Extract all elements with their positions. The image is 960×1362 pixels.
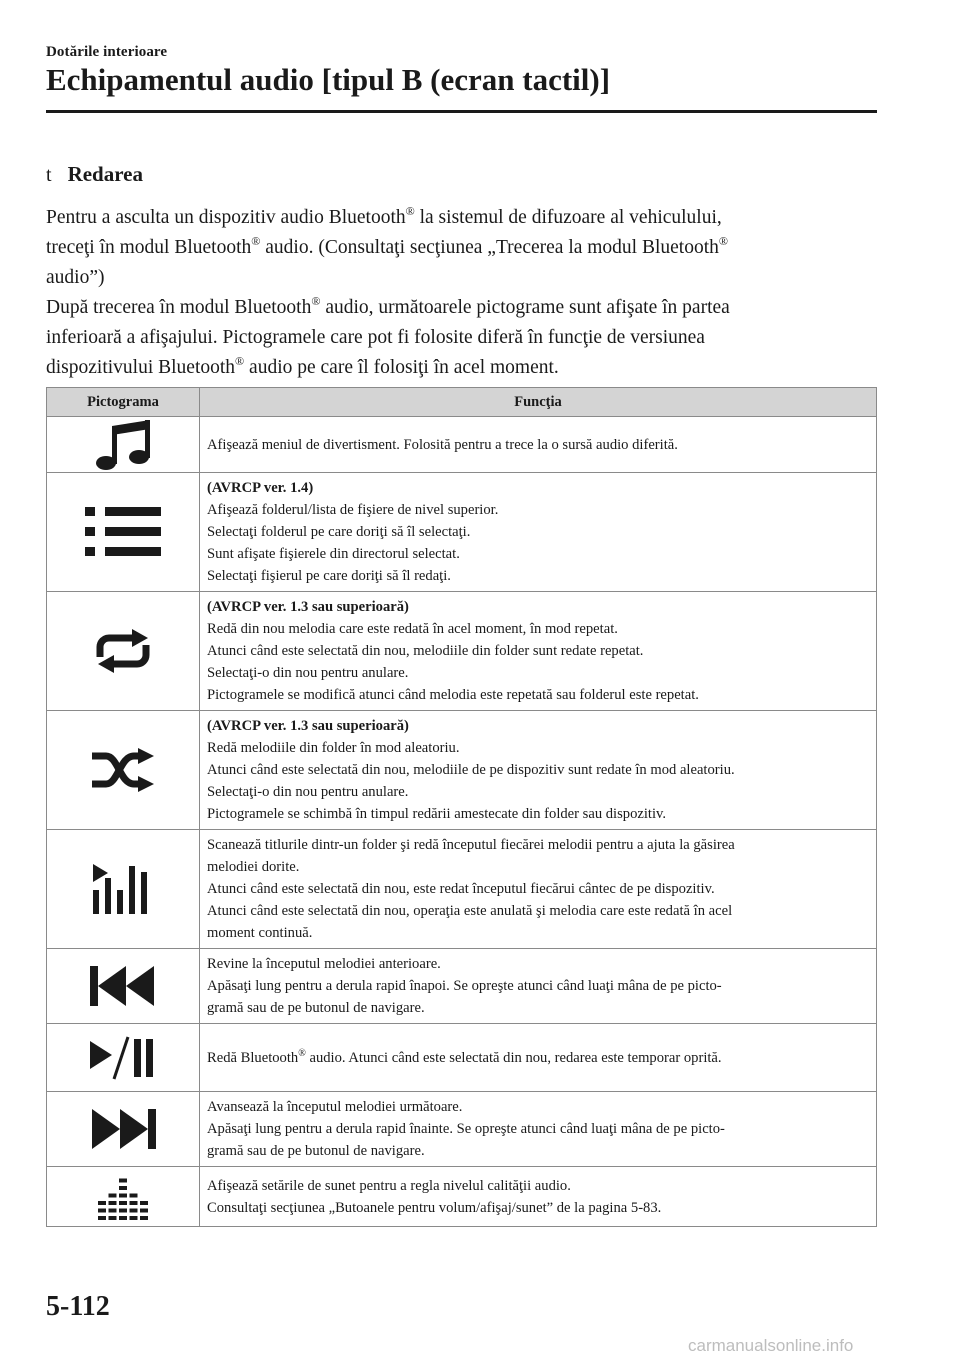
intro-paragraph-1: Pentru a asculta un dispozitiv audio Bluetooth® la sistemul de difuzoare al vehiculului, treceţi în modul Bluetooth® audio. (Consultaţi secţiunea „Trecerea la modul Bluetooth® audio”) xyxy=(46,204,729,288)
table-row xyxy=(47,592,877,711)
section-label: Dotările interioare xyxy=(46,44,168,60)
function-cell: Scanează titlurile dintr-un folder şi redă începutul fiecărei melodii pentru a ajuta la găsirea melodiei dorite. Atunci când este selectată din nou, este redat începutul fiecărui cântec de pe dispozitiv. Atunci când este selectată din nou, operaţia este anulată şi melodia care este redată în acel moment continuă. xyxy=(200,830,877,949)
table-row xyxy=(47,1167,877,1227)
table-row xyxy=(47,830,877,949)
icon-cell xyxy=(47,1167,200,1227)
table-row xyxy=(47,473,877,592)
column-header-icon: Pictograma xyxy=(47,388,200,417)
scan-icon xyxy=(93,880,153,897)
icon-cell xyxy=(47,1024,200,1092)
function-cell: (AVRCP ver. 1.3 sau superioară) Redă melodiile din folder în mod aleatoriu. Atunci când este selectată din nou, melodiile de pe dispozitiv sunt redate în mod aleatoriu. Selectaţi-o din nou pentru anulare. Pictogramele se schimbă în timpul redării amestecate din folder sau dispozitiv. xyxy=(200,711,877,830)
play-pause-icon xyxy=(90,1048,156,1065)
icon-cell xyxy=(47,949,200,1024)
table-row xyxy=(47,711,877,830)
icon-cell xyxy=(47,711,200,830)
previous-track-icon xyxy=(90,977,156,994)
repeat-icon xyxy=(90,642,156,659)
icon-cell xyxy=(47,417,200,473)
intro-text xyxy=(46,203,881,383)
subheading xyxy=(46,162,143,187)
function-cell: Avansează la începutul melodiei următoare. Apăsaţi lung pentru a derula rapid înainte. Se opreşte atunci când luaţi mâna de pe picto- gramă sau de pe butonul de navigare. xyxy=(200,1092,877,1167)
next-track-icon xyxy=(90,1120,156,1137)
function-cell: Afişează setările de sunet pentru a regla nivelul calităţii audio. Consultaţi secţiunea „Butoanele pentru volum/afişaj/sunet” de la pagina 5-83. xyxy=(200,1167,877,1227)
icon-cell xyxy=(47,473,200,592)
music-note-icon xyxy=(93,435,153,452)
column-header-function: Funcţia xyxy=(200,388,877,417)
table-row xyxy=(47,1092,877,1167)
table-row xyxy=(47,1024,877,1092)
function-cell: Afişează meniul de divertisment. Folosită pentru a trece la o sursă audio diferită. xyxy=(200,417,877,473)
shuffle-icon xyxy=(90,761,156,778)
watermark: carmanualsonline.info xyxy=(688,1336,854,1355)
function-cell: Redă Bluetooth® audio. Atunci când este selectată din nou, redarea este temporar oprită. xyxy=(200,1024,877,1092)
icon-cell xyxy=(47,830,200,949)
page-number: 5-112 xyxy=(46,1291,110,1322)
function-cell: (AVRCP ver. 1.3 sau superioară) Redă din nou melodia care este redată în acel moment, în mod repetat. Atunci când este selectată din nou, melodiile din folder sunt redate repetat. Selectaţi-o din nou pentru anulare. Pictogramele se modifică atunci când melodia este repetată sau folderul este repetat. xyxy=(200,592,877,711)
equalizer-icon xyxy=(96,1187,150,1204)
intro-paragraph-2: După trecerea în modul Bluetooth® audio, următoarele pictograme sunt afişate în partea inferioară a afişajului. Pictogramele care pot fi folosite diferă în funcţie de versiunea dispozitivului Bluetooth® audio pe care îl folosiţi în acel moment. xyxy=(46,294,730,378)
function-cell: (AVRCP ver. 1.4) Afişează folderul/lista de fişiere de nivel superior. Selectaţi folderul pe care doriţi să îl selectaţi. Sunt afişate fişierele din directorul selectat. Selectaţi fişierul pe care doriţi să îl redaţi. xyxy=(200,473,877,592)
function-cell: Revine la începutul melodiei anterioare. Apăsaţi lung pentru a derula rapid înapoi. Se opreşte atunci când luaţi mâna de pe picto- gramă sau de pe butonul de navigare. xyxy=(200,949,877,1024)
list-icon xyxy=(85,523,161,540)
bullet-marker: t xyxy=(46,164,52,186)
page-title: Echipamentul audio [tipul B (ecran tactil)] xyxy=(46,62,611,97)
table-row xyxy=(47,949,877,1024)
icon-function-table xyxy=(46,387,877,1227)
table-header-row xyxy=(47,388,877,417)
title-divider xyxy=(46,110,877,113)
table-row xyxy=(47,417,877,473)
subheading-title: Redarea xyxy=(67,162,143,186)
icon-cell xyxy=(47,1092,200,1167)
icon-cell xyxy=(47,592,200,711)
